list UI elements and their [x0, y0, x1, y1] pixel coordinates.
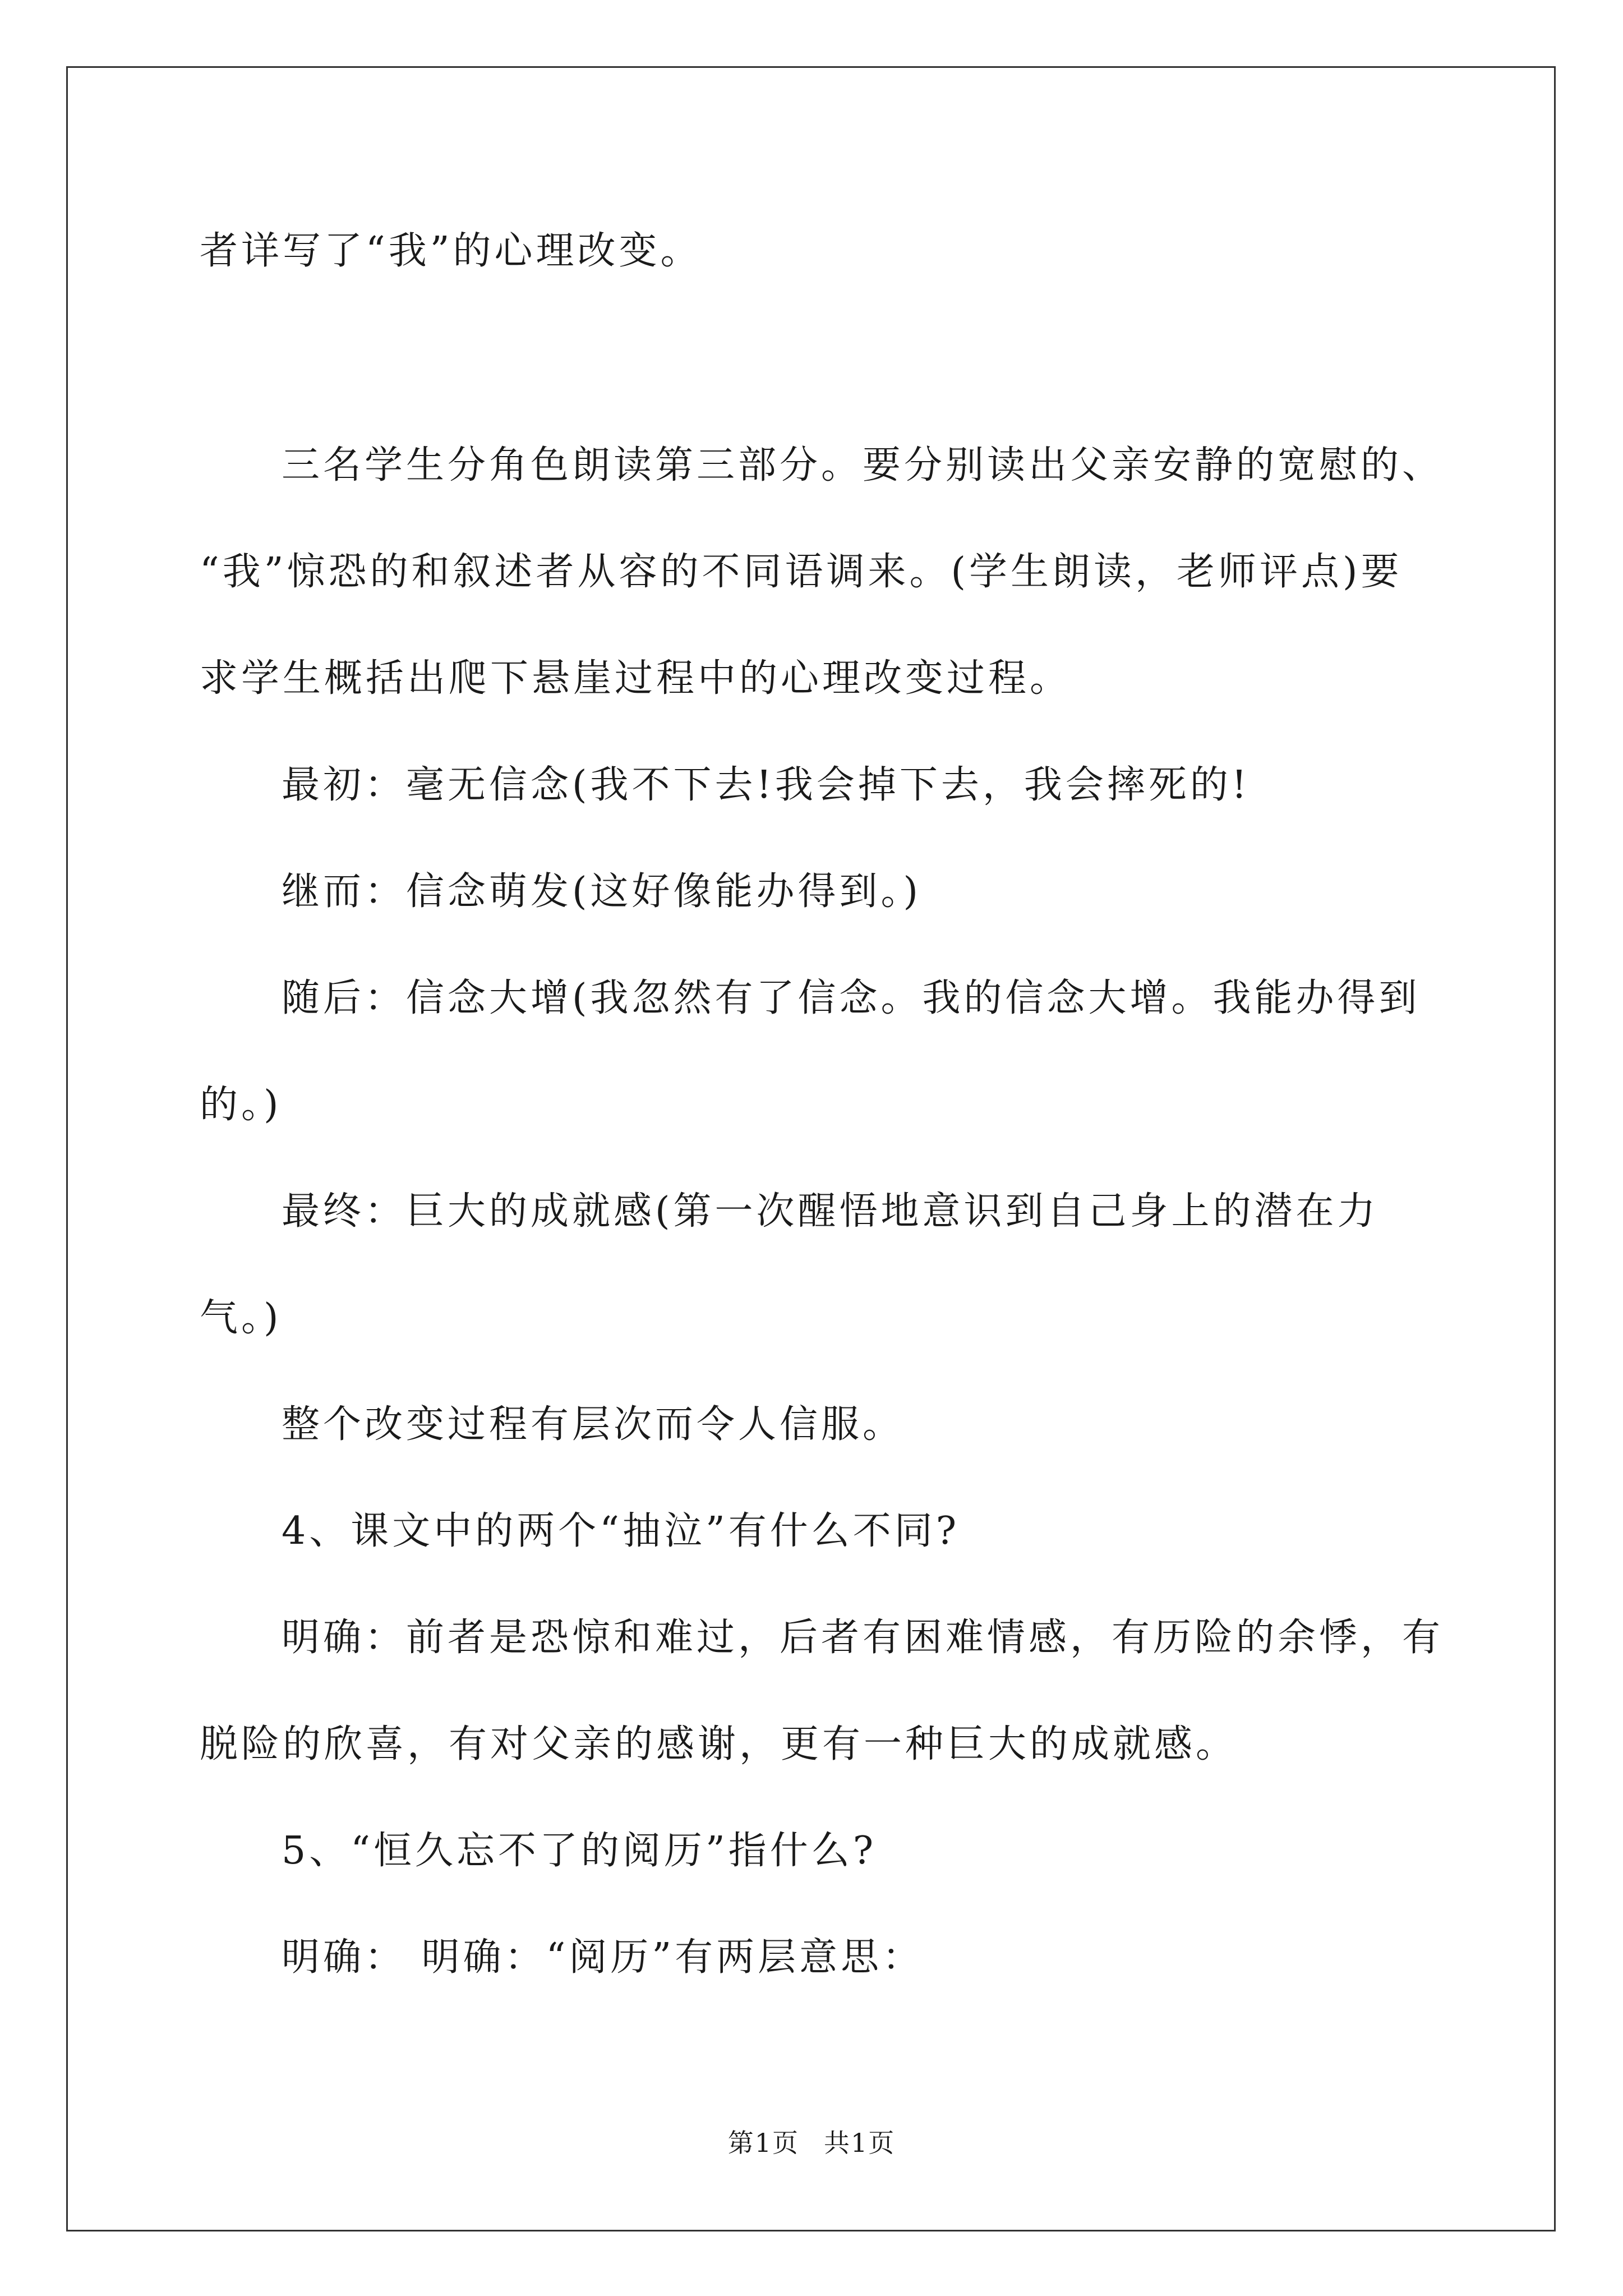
text-line-14: 脱险的欣喜，有对父亲的感谢，更有一种巨大的成就感。	[200, 1722, 1238, 1766]
page-border	[66, 66, 1556, 2231]
text-line-5: 最初：毫无信念(我不下去!我会掉下去，我会摔死的!	[282, 763, 1251, 807]
text-line-4: 求学生概括出爬下悬崖过程中的心理改变过程。	[200, 656, 1072, 701]
text-line-1: 者详写了“我”的心理改变。	[200, 229, 702, 273]
text-line-3: “我”惊恐的和叙述者从容的不同语调来。(学生朗读，老师评点)要	[200, 550, 1403, 594]
text-line-16: 明确： 明确：“阅历”有两层意思：	[282, 1935, 924, 1980]
text-line-9: 最终：巨大的成就感(第一次醒悟地意识到自己身上的潜在力	[282, 1189, 1379, 1234]
text-line-2: 三名学生分角色朗读第三部分。要分别读出父亲安静的宽慰的、	[282, 443, 1444, 487]
page-footer	[0, 2127, 1623, 2159]
text-line-10: 气。)	[200, 1296, 282, 1340]
text-line-8: 的。)	[200, 1083, 282, 1127]
text-line-6: 继而：信念萌发(这好像能办得到。)	[282, 869, 922, 914]
text-line-7: 随后：信念大增(我忽然有了信念。我的信念大增。我能办得到	[282, 976, 1421, 1020]
text-line-11: 整个改变过程有层次而令人信服。	[282, 1402, 905, 1447]
page-total: 共1页	[824, 2128, 896, 2158]
page-number: 第1页	[727, 2128, 799, 2158]
text-line-13: 明确：前者是恐惊和难过，后者有困难情感，有历险的余悸，有	[282, 1616, 1444, 1660]
text-line-15: 5、“恒久忘不了的阅历”指什么?	[282, 1829, 877, 1873]
text-line-12: 4、课文中的两个“抽泣”有什么不同?	[282, 1509, 960, 1553]
